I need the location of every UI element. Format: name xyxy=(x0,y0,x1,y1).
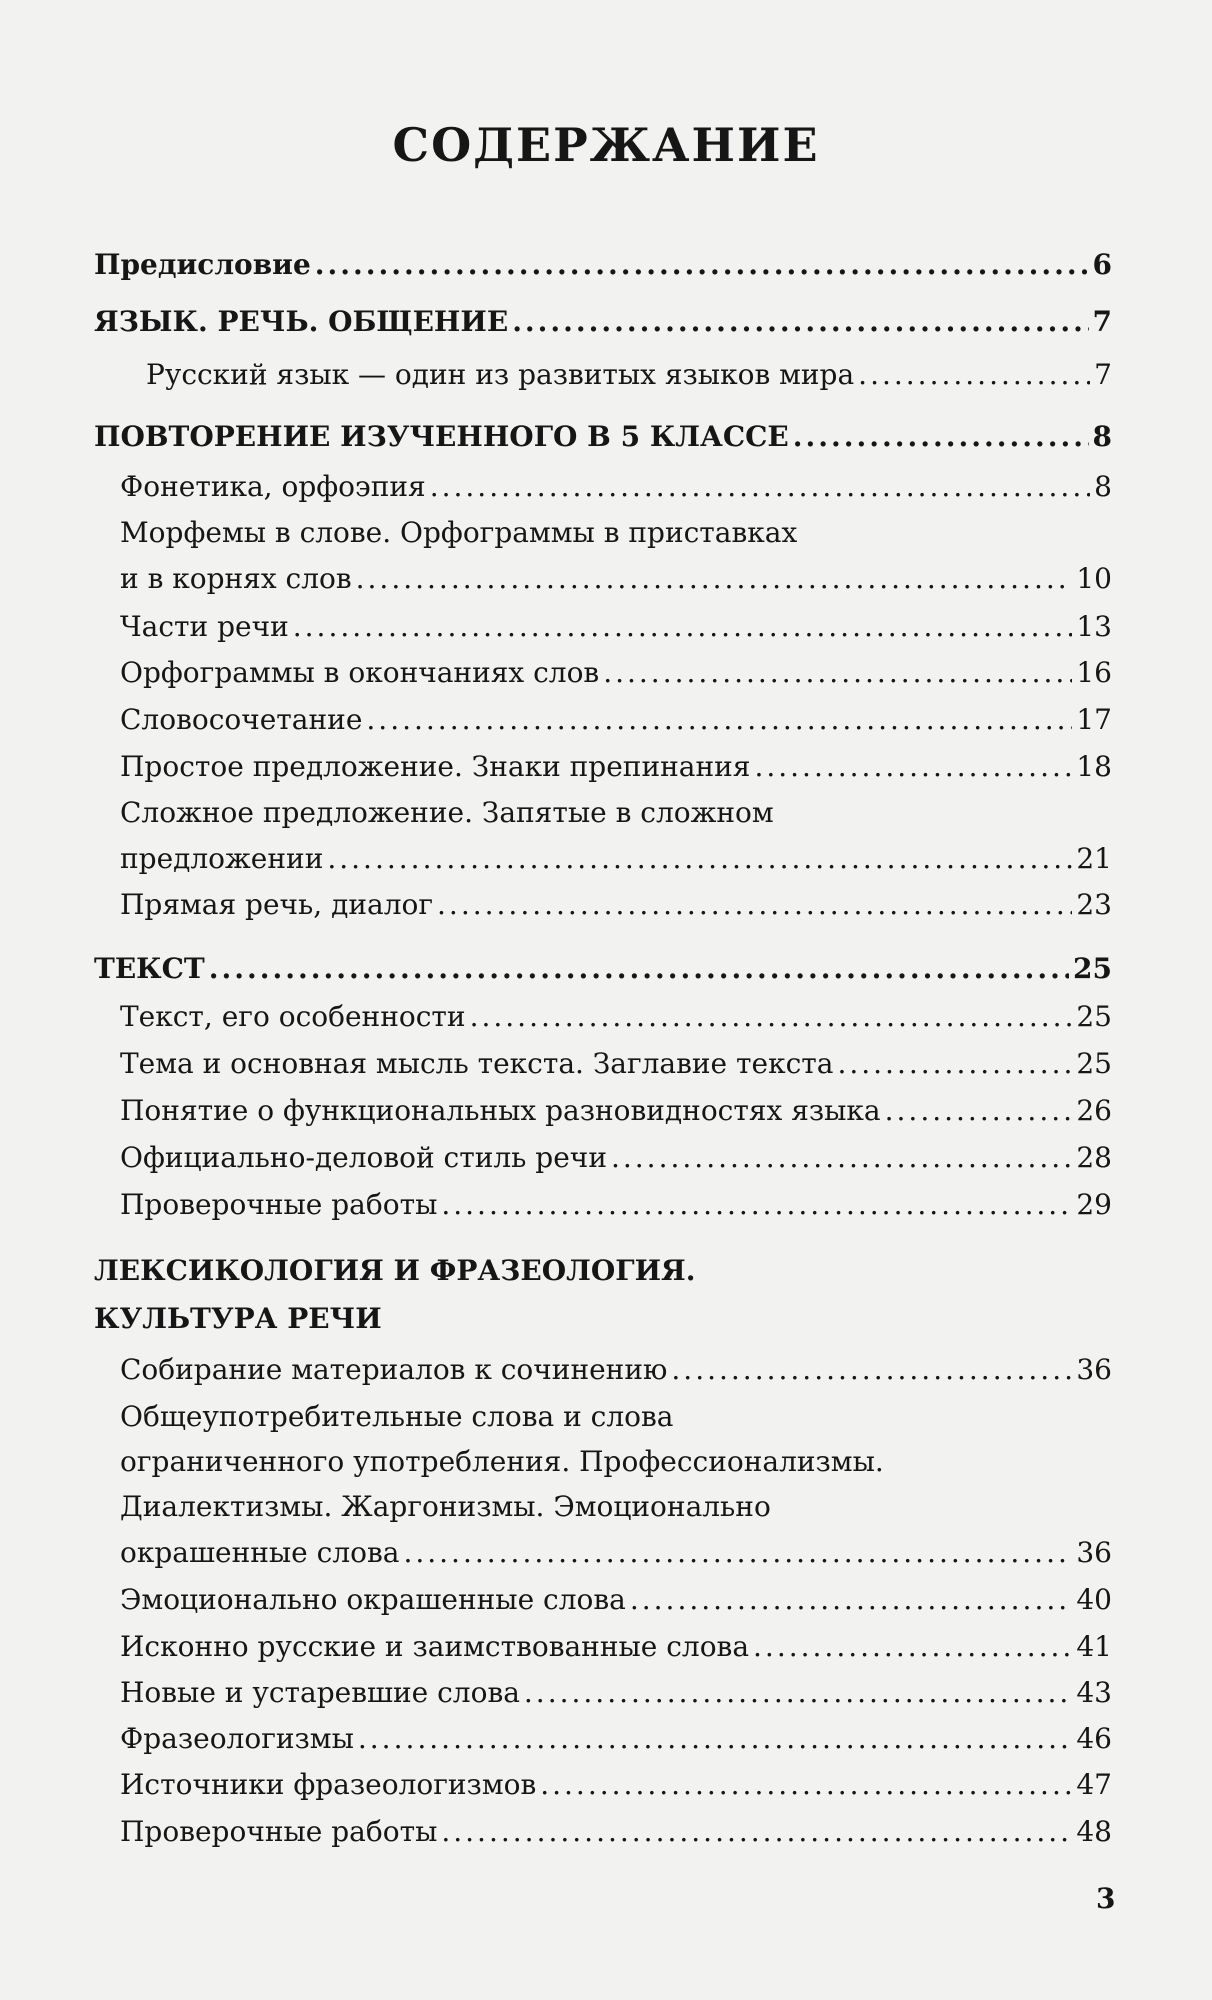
toc-leader-dots xyxy=(793,420,1089,453)
toc-entry-page: 29 xyxy=(1076,1188,1112,1221)
toc-entry-page: 6 xyxy=(1092,248,1112,281)
toc-leader-dots xyxy=(858,358,1090,391)
toc-entry-title: Фразеологизмы xyxy=(120,1722,354,1755)
toc-leader-dots xyxy=(885,1094,1073,1127)
toc-entry-title: Русский язык — один из развитых языков мира xyxy=(146,358,855,391)
toc-leader-dots xyxy=(540,1768,1072,1801)
toc-section-title: ЛЕКСИКОЛОГИЯ И ФРАЗЕОЛОГИЯ. xyxy=(94,1254,696,1287)
toc-entry-page: 28 xyxy=(1076,1141,1112,1174)
toc-entry-title: Новые и устаревшие слова xyxy=(120,1676,520,1709)
toc-entry-title: Части речи xyxy=(120,610,289,643)
toc-entry-line: Морфемы в слове. Орфограммы в приставках xyxy=(120,516,798,549)
toc-entry-title: Проверочные работы xyxy=(120,1188,438,1221)
toc-entry-page: 36 xyxy=(1076,1353,1112,1386)
toc-section-title: ЯЗЫК. РЕЧЬ. ОБЩЕНИЕ xyxy=(94,305,509,338)
toc-entry xyxy=(120,1676,1112,1709)
toc-entry-page: 25 xyxy=(1076,1000,1112,1033)
toc-entry-page: 48 xyxy=(1076,1815,1112,1848)
toc-entry-page: 43 xyxy=(1076,1676,1112,1709)
toc-section-title: ПОВТОРЕНИЕ ИЗУЧЕННОГО В 5 КЛАССЕ xyxy=(94,420,789,453)
toc-leader-dots xyxy=(441,1188,1072,1221)
toc-entry xyxy=(120,1536,1112,1569)
toc-leader-dots xyxy=(358,1722,1072,1755)
toc-entry xyxy=(120,1583,1112,1616)
toc-entry xyxy=(94,248,1112,281)
toc-leader-dots xyxy=(441,1815,1072,1848)
toc-entry xyxy=(120,1141,1112,1174)
toc-entry xyxy=(120,1188,1112,1221)
toc-entry-page: 25 xyxy=(1076,1047,1112,1080)
toc-entry-page: 10 xyxy=(1076,562,1112,595)
toc-entry xyxy=(120,1094,1112,1127)
toc-leader-dots xyxy=(293,610,1073,643)
toc-entry xyxy=(120,562,1112,595)
toc-entry-line: Общеупотребительные слова и слова xyxy=(120,1400,674,1433)
toc-entry xyxy=(120,842,1112,875)
toc-entry-page: 13 xyxy=(1076,610,1112,643)
toc-entry xyxy=(120,703,1112,736)
toc-entry xyxy=(120,1815,1112,1848)
toc-leader-dots xyxy=(671,1353,1072,1386)
toc-entry-title: Официально-деловой стиль речи xyxy=(120,1141,607,1174)
toc-entry xyxy=(120,656,1112,689)
toc-leader-dots xyxy=(603,656,1072,689)
toc-entry-page: 8 xyxy=(1094,470,1112,503)
toc-entry-page: 8 xyxy=(1092,420,1112,453)
toc-entry-page: 17 xyxy=(1076,703,1112,736)
toc-entry-title: Фонетика, орфоэпия xyxy=(120,470,426,503)
toc-section xyxy=(94,420,1112,453)
toc-entry-title: окрашенные слова xyxy=(120,1536,400,1569)
toc-entry-title: Тема и основная мысль текста. Заглавие текста xyxy=(120,1047,834,1080)
page-title: СОДЕРЖАНИЕ xyxy=(392,118,820,172)
toc-entry-title: Орфограммы в окончаниях слов xyxy=(120,656,600,689)
toc-entry-title: Понятие о функциональных разновидностях языка xyxy=(120,1094,881,1127)
toc-entry-page: 26 xyxy=(1076,1094,1112,1127)
toc-entry-title: Собирание материалов к сочинению xyxy=(120,1353,668,1386)
toc-entry-page: 41 xyxy=(1076,1630,1112,1663)
toc-leader-dots xyxy=(753,1630,1072,1663)
toc-entry-title: Эмоционально окрашенные слова xyxy=(120,1583,626,1616)
toc-section xyxy=(94,952,1112,985)
toc-entry xyxy=(120,1047,1112,1080)
toc-leader-dots xyxy=(327,842,1072,875)
toc-entry-title: предложении xyxy=(120,842,324,875)
toc-section xyxy=(94,305,1112,338)
toc-entry-page: 7 xyxy=(1092,305,1112,338)
toc-entry-page: 25 xyxy=(1073,952,1112,985)
toc-leader-dots xyxy=(754,750,1072,783)
toc-entry-page: 40 xyxy=(1076,1583,1112,1616)
toc-leader-dots xyxy=(611,1141,1072,1174)
toc-entry-title: Словосочетание xyxy=(120,703,363,736)
toc-entry-title: Прямая речь, диалог xyxy=(120,888,434,921)
toc-entry xyxy=(120,1353,1112,1386)
toc-leader-dots xyxy=(437,888,1072,921)
toc-entry-title: Текст, его особенности xyxy=(120,1000,466,1033)
toc-leader-dots xyxy=(315,248,1089,281)
toc-entry xyxy=(120,888,1112,921)
toc-leader-dots xyxy=(512,305,1088,338)
toc-entry-page: 18 xyxy=(1076,750,1112,783)
toc-entry-page: 7 xyxy=(1094,358,1112,391)
toc-leader-dots xyxy=(403,1536,1072,1569)
toc-entry xyxy=(120,1768,1112,1801)
toc-entry xyxy=(120,1000,1112,1033)
toc-leader-dots xyxy=(630,1583,1073,1616)
toc-entry-page: 46 xyxy=(1076,1722,1112,1755)
toc-leader-dots xyxy=(837,1047,1072,1080)
toc-entry-title: Предисловие xyxy=(94,248,311,281)
toc-leader-dots xyxy=(470,1000,1073,1033)
toc-leader-dots xyxy=(356,562,1073,595)
toc-entry-title: и в корнях слов xyxy=(120,562,352,595)
toc-entry-line: ограниченного употребления. Профессионализмы. xyxy=(120,1445,884,1478)
toc-entry-page: 21 xyxy=(1076,842,1112,875)
toc-entry-title: Проверочные работы xyxy=(120,1815,438,1848)
toc-entry xyxy=(120,750,1112,783)
toc-entry-line: Сложное предложение. Запятые в сложном xyxy=(120,796,774,829)
toc-leader-dots xyxy=(524,1676,1072,1709)
toc-section-title: ТЕКСТ xyxy=(94,952,205,985)
toc-entry-page: 23 xyxy=(1076,888,1112,921)
toc-leader-dots xyxy=(430,470,1090,503)
toc-leader-dots xyxy=(209,952,1069,985)
toc-entry-line: Диалектизмы. Жаргонизмы. Эмоционально xyxy=(120,1490,771,1523)
toc-entry xyxy=(120,610,1112,643)
toc-entry-title: Исконно русские и заимствованные слова xyxy=(120,1630,750,1663)
toc-entry-page: 47 xyxy=(1076,1768,1112,1801)
toc-entry xyxy=(120,1722,1112,1755)
toc-entry xyxy=(146,358,1112,391)
toc-section-title: КУЛЬТУРА РЕЧИ xyxy=(94,1302,382,1335)
toc-entry-title: Источники фразеологизмов xyxy=(120,1768,537,1801)
toc-entry-title: Простое предложение. Знаки препинания xyxy=(120,750,751,783)
toc-entry xyxy=(120,1630,1112,1663)
toc-leader-dots xyxy=(366,703,1072,736)
toc-entry-page: 16 xyxy=(1076,656,1112,689)
page-number: 3 xyxy=(1096,1882,1116,1915)
toc-entry-page: 36 xyxy=(1076,1536,1112,1569)
toc-entry xyxy=(120,470,1112,503)
